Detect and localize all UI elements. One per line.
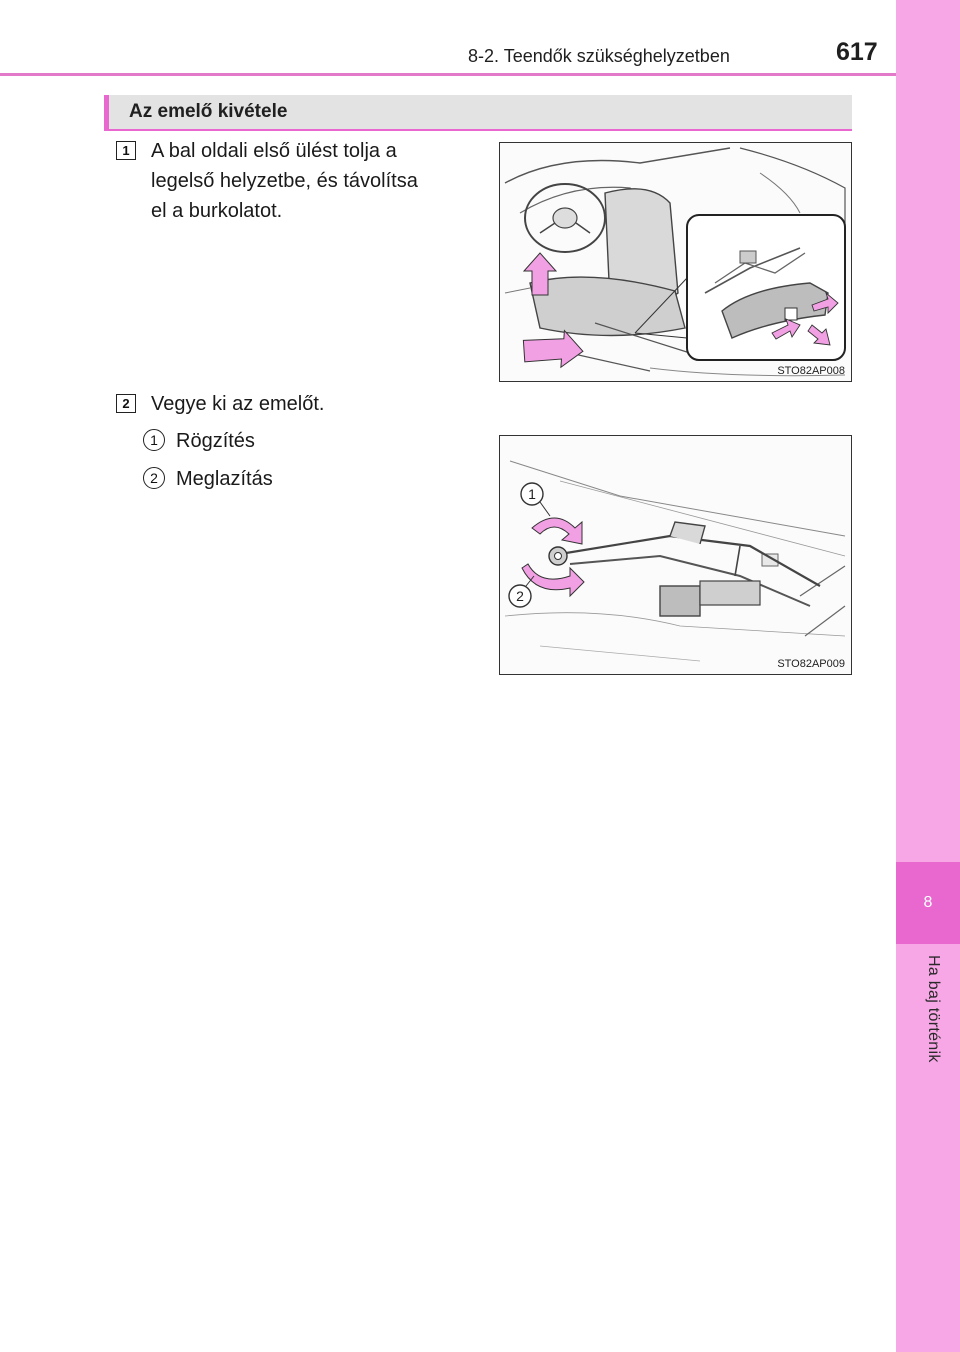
chapter-title: Ha baj történik xyxy=(925,955,942,1063)
figure-seat-cover xyxy=(499,142,852,382)
sub-item-1-label: Rögzítés xyxy=(176,430,255,452)
step-2-text: Vegye ki az emelőt. xyxy=(151,393,325,415)
figure-2-callout-2: 2 xyxy=(516,588,524,604)
sub-item-2-marker: 2 xyxy=(143,467,165,489)
sub-item-1-marker: 1 xyxy=(143,429,165,451)
chapter-number: 8 xyxy=(923,894,933,911)
figure-1-code: STO82AP008 xyxy=(777,365,845,377)
sub-item-2-label: Meglazítás xyxy=(176,468,273,490)
jack-illustration xyxy=(500,436,851,674)
step-1-line: legelső helyzetbe, és távolítsa xyxy=(151,170,418,192)
section-title: Az emelő kivétele xyxy=(129,101,288,122)
step-1-text xyxy=(151,136,418,226)
figure-2-code: STO82AP009 xyxy=(777,658,845,670)
figure-2-callout-1: 1 xyxy=(528,486,536,502)
step-1-badge: 1 xyxy=(116,141,136,160)
section-heading-bar xyxy=(104,95,852,131)
seat-cover-illustration xyxy=(500,143,851,381)
step-1-line: el a burkolatot. xyxy=(151,200,283,222)
chapter-number-tab xyxy=(896,862,960,944)
chapter-sidebar xyxy=(896,0,960,1352)
step-1-line: A bal oldali első ülést tolja a xyxy=(151,140,397,162)
header-rule xyxy=(0,73,896,76)
running-header: 8-2. Teendők szükséghelyzetben xyxy=(468,46,730,66)
page-number: 617 xyxy=(836,38,878,66)
figure-jack-removal xyxy=(499,435,852,675)
step-2-badge: 2 xyxy=(116,394,136,413)
